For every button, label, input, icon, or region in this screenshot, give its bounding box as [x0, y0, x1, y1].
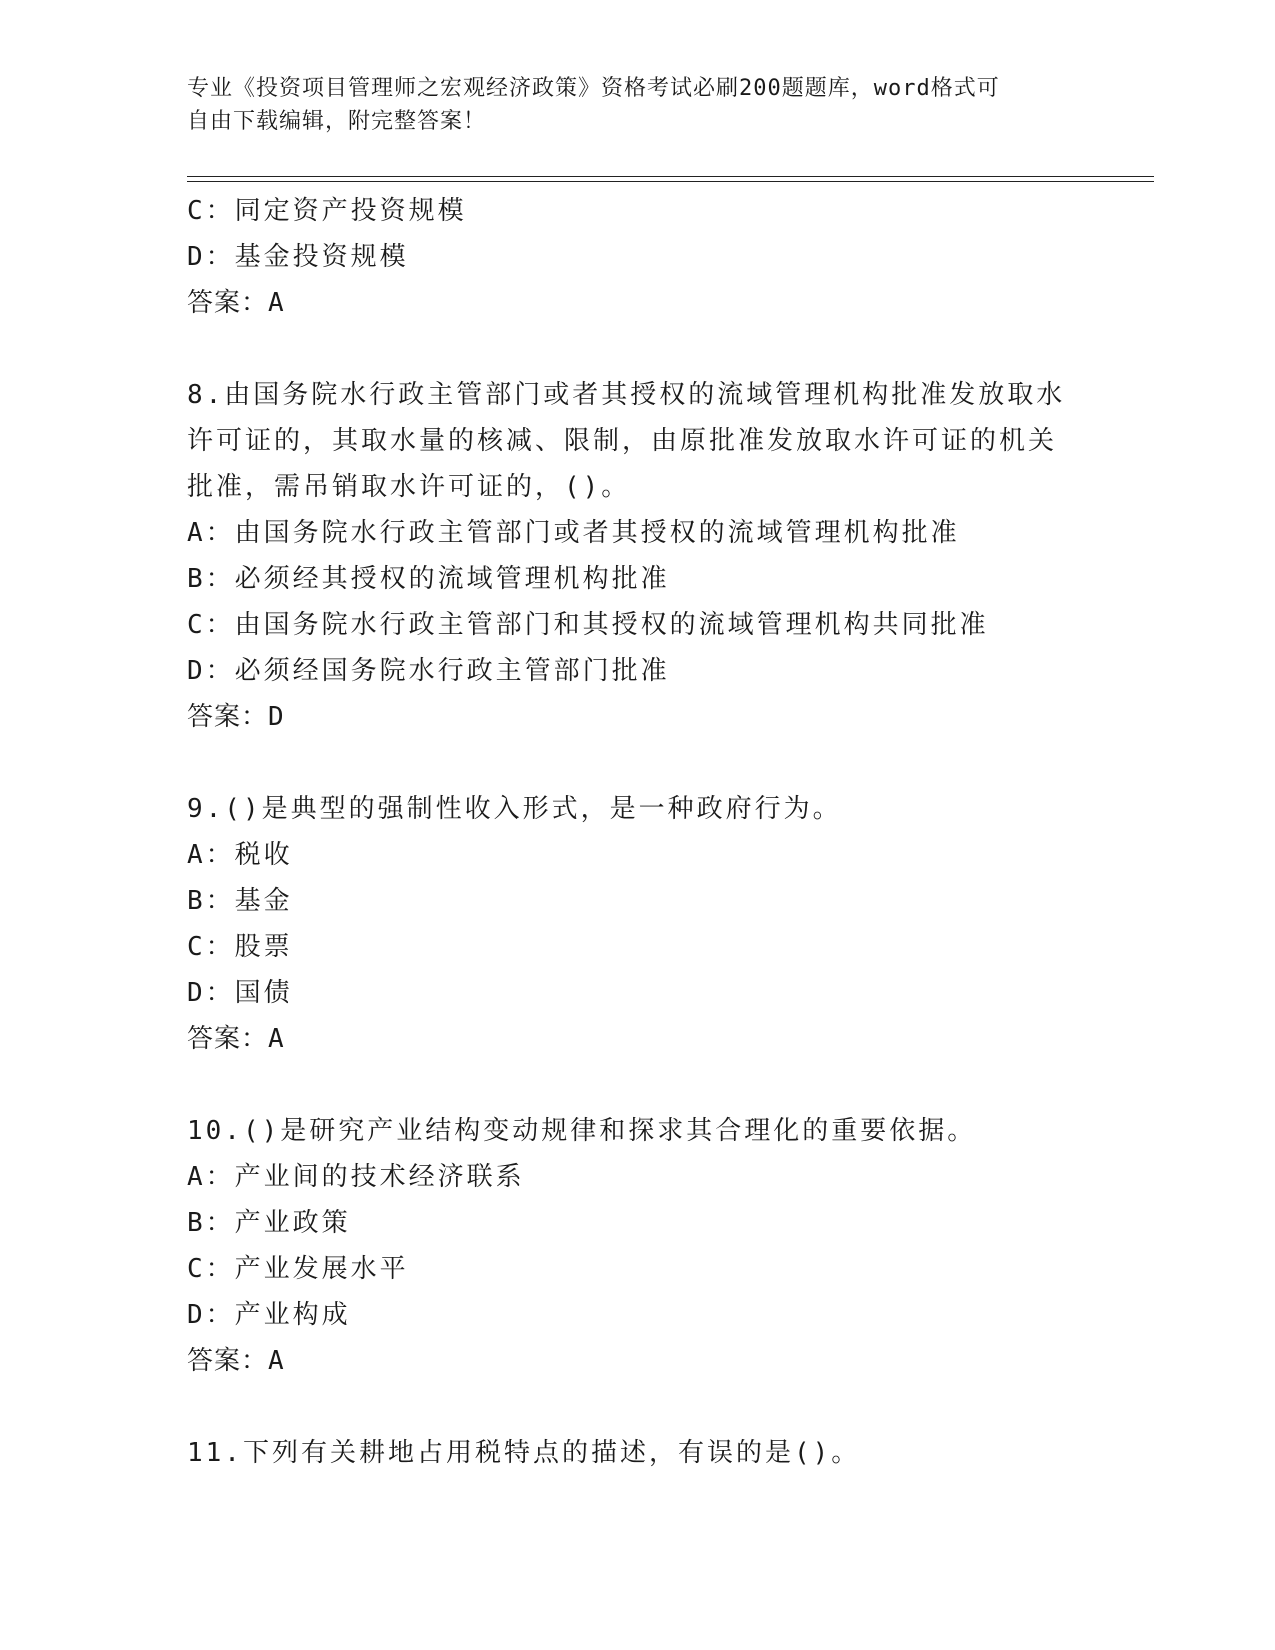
- header-rule-bottom: [187, 181, 1154, 182]
- question-text-line: 11.下列有关耕地占用税特点的描述，有误的是()。: [187, 1438, 861, 1468]
- question-text-line: 许可证的，其取水量的核减、限制，由原批准发放取水许可证的机关: [187, 426, 1058, 456]
- option-b: B：产业政策: [187, 1208, 351, 1238]
- document-header: [187, 72, 1087, 138]
- question-8: [187, 372, 1087, 740]
- question-text-line: 批准，需吊销取水许可证的，()。: [187, 472, 631, 502]
- question-text-line: 9.()是典型的强制性收入形式，是一种政府行为。: [187, 794, 842, 824]
- option-d: D：产业构成: [187, 1300, 351, 1330]
- option-b: B：基金: [187, 886, 293, 916]
- option-d: D：基金投资规模: [187, 242, 409, 272]
- question-10: [187, 1108, 1087, 1384]
- option-c: C：同定资产投资规模: [187, 196, 467, 226]
- header-line-2: 自由下载编辑，附完整答案！: [187, 109, 487, 134]
- option-a: A：产业间的技术经济联系: [187, 1162, 525, 1192]
- answer: 答案：A: [187, 1346, 285, 1376]
- option-c: C：产业发展水平: [187, 1254, 409, 1284]
- header-line-1: 专业《投资项目管理师之宏观经济政策》资格考试必刷200题题库，word格式可: [187, 76, 1000, 101]
- option-c: C：由国务院水行政主管部门和其授权的流域管理机构共同批准: [187, 610, 989, 640]
- answer: 答案：A: [187, 288, 285, 318]
- question-text-line: 10.()是研究产业结构变动规律和探求其合理化的重要依据。: [187, 1116, 977, 1146]
- question-11: [187, 1430, 1087, 1476]
- option-a: A：税收: [187, 840, 293, 870]
- option-b: B：必须经其授权的流域管理机构批准: [187, 564, 670, 594]
- option-d: D：必须经国务院水行政主管部门批准: [187, 656, 670, 686]
- header-rule-top: [187, 176, 1154, 177]
- question-7-remainder: [187, 188, 1087, 326]
- spacer: [187, 1384, 1087, 1430]
- option-c: C：股票: [187, 932, 293, 962]
- question-list: [187, 188, 1087, 1476]
- option-d: D：国债: [187, 978, 293, 1008]
- spacer: [187, 1062, 1087, 1108]
- answer: 答案：A: [187, 1024, 285, 1054]
- answer: 答案：D: [187, 702, 285, 732]
- question-9: [187, 786, 1087, 1062]
- spacer: [187, 740, 1087, 786]
- question-text-line: 8.由国务院水行政主管部门或者其授权的流域管理机构批准发放取水: [187, 380, 1066, 410]
- option-a: A：由国务院水行政主管部门或者其授权的流域管理机构批准: [187, 518, 960, 548]
- spacer: [187, 326, 1087, 372]
